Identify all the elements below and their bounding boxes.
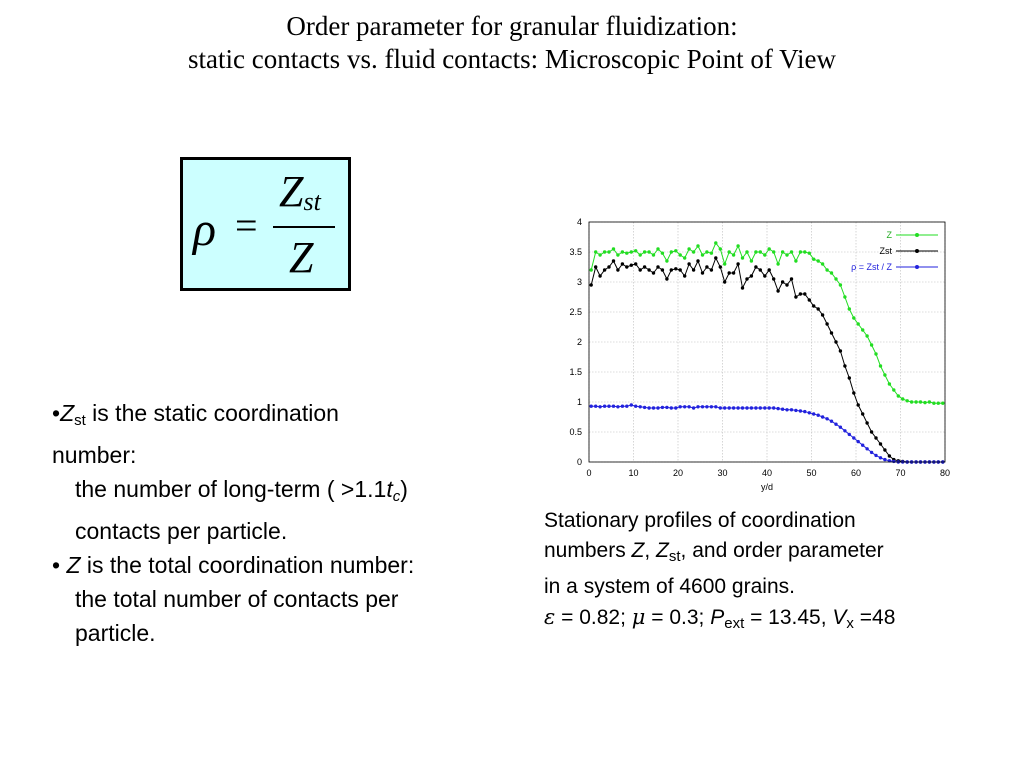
data-point-Z (616, 253, 619, 256)
data-point-rho (661, 406, 664, 409)
data-point-rho (745, 406, 748, 409)
data-point-Zst (741, 286, 744, 289)
data-point-Zst (665, 277, 668, 280)
data-point-Zst (799, 292, 802, 295)
x-tick-label: 80 (939, 468, 951, 478)
data-point-Zst (803, 292, 806, 295)
data-point-Z (590, 268, 593, 271)
data-point-rho (852, 436, 855, 439)
data-point-rho (763, 406, 766, 409)
data-point-Z (741, 256, 744, 259)
caption-z: Z (631, 539, 645, 562)
data-point-Zst (590, 283, 593, 286)
data-point-Z (808, 252, 811, 255)
data-point-Zst (825, 322, 828, 325)
data-point-Z (710, 252, 713, 255)
data-point-rho (687, 405, 690, 408)
data-point-rho (830, 420, 833, 423)
data-point-Zst (768, 268, 771, 271)
legend-label-rho: ρ = Zst / Z (851, 262, 892, 272)
data-point-rho (883, 458, 886, 461)
data-point-rho (736, 406, 739, 409)
x-tick-label: 70 (895, 468, 906, 478)
data-point-Z (879, 364, 882, 367)
data-point-rho (768, 406, 771, 409)
data-point-rho (834, 423, 837, 426)
y-tick-label: 4 (576, 217, 582, 227)
data-point-Zst (857, 403, 860, 406)
tc-symbol: t (386, 476, 393, 502)
bullet-1-long-term-text: the number of long-term ( >1.1 (75, 476, 387, 502)
data-point-Z (857, 322, 860, 325)
data-point-Zst (634, 262, 637, 265)
y-tick-label: 0.5 (569, 427, 582, 437)
data-point-Z (687, 247, 690, 250)
data-point-rho (857, 440, 860, 443)
data-point-Zst (679, 268, 682, 271)
data-point-Zst (776, 289, 779, 292)
data-point-Zst (759, 268, 762, 271)
data-point-Z (772, 250, 775, 253)
caption-line-2 (544, 536, 1014, 572)
caption-zst-subscript: st (668, 548, 681, 565)
data-point-rho (643, 406, 646, 409)
x-tick-label: 0 (586, 468, 592, 478)
caption-order-text: , and order parameter (680, 539, 884, 562)
data-point-Zst (719, 265, 722, 268)
chart-grid (589, 222, 945, 462)
formula-box (180, 157, 351, 291)
data-point-Z (817, 259, 820, 262)
caption-mu-value: = 0.3; (645, 606, 711, 629)
bullet-1-text: is the static coordination (85, 400, 339, 426)
data-point-Z (794, 259, 797, 262)
data-point-rho (710, 405, 713, 408)
caption-numbers-text: numbers (544, 539, 632, 562)
data-point-Z (910, 400, 913, 403)
data-point-Z (830, 271, 833, 274)
data-point-Zst (790, 277, 793, 280)
data-point-Zst (696, 259, 699, 262)
bullet-2-line-2: the total number of contacts per (75, 586, 399, 612)
data-point-Zst (874, 436, 877, 439)
data-point-Zst (687, 262, 690, 265)
data-point-Zst (839, 349, 842, 352)
data-point-Zst (861, 412, 864, 415)
data-point-Z (625, 252, 628, 255)
data-point-Zst (647, 268, 650, 271)
data-point-Zst (639, 268, 642, 271)
data-point-Z (656, 247, 659, 250)
x-tick-label: 10 (628, 468, 639, 478)
tc-subscript: c (392, 488, 401, 505)
x-tick-label: 50 (806, 468, 817, 478)
formula-rho: ρ (193, 203, 217, 256)
data-point-Z (723, 262, 726, 265)
data-point-Zst (732, 271, 735, 274)
data-point-rho (879, 456, 882, 459)
data-point-rho (679, 405, 682, 408)
formula-numerator (279, 166, 321, 217)
data-point-Zst (781, 280, 784, 283)
data-point-rho (701, 405, 704, 408)
y-tick-label: 2 (576, 337, 582, 347)
data-point-Zst (754, 265, 757, 268)
caption-p: P (710, 606, 725, 629)
y-tick-label: 1.5 (569, 367, 582, 377)
data-point-Zst (843, 364, 846, 367)
data-point-rho (598, 405, 601, 408)
data-point-rho (781, 408, 784, 411)
data-point-Z (732, 253, 735, 256)
data-point-Z (790, 250, 793, 253)
data-point-rho (790, 408, 793, 411)
data-point-rho (794, 409, 797, 412)
data-point-rho (665, 406, 668, 409)
zst-symbol: Z (60, 400, 75, 426)
x-tick-label: 20 (672, 468, 684, 478)
data-point-Zst (808, 298, 811, 301)
title-line-2: static contacts vs. fluid contacts: Microscopic Point of View (188, 44, 836, 74)
data-point-Zst (674, 267, 677, 270)
x-tick-label: 40 (761, 468, 773, 478)
data-point-rho (776, 407, 779, 410)
data-point-rho (656, 406, 659, 409)
data-point-rho (874, 454, 877, 457)
data-point-rho (647, 406, 650, 409)
chart-legend (851, 230, 938, 272)
data-point-rho (594, 405, 597, 408)
data-point-rho (723, 406, 726, 409)
data-point-Zst (612, 259, 615, 262)
data-point-Z (594, 250, 597, 253)
data-point-rho (612, 405, 615, 408)
caption-p-value: = 13.45, (744, 606, 833, 629)
x-tick-label: 30 (717, 468, 728, 478)
figure-caption (544, 506, 1014, 639)
y-tick-label: 2.5 (569, 307, 582, 317)
data-point-Zst (643, 265, 646, 268)
data-point-Zst (652, 271, 655, 274)
data-point-Z (728, 250, 731, 253)
bullet-2-line-1 (52, 548, 512, 582)
data-point-Zst (865, 421, 868, 424)
data-point-rho (785, 408, 788, 411)
data-point-Zst (714, 256, 717, 259)
data-point-Z (892, 388, 895, 391)
data-point-Z (683, 256, 686, 259)
data-point-Zst (603, 268, 606, 271)
y-tick-label: 3.5 (569, 247, 582, 257)
data-point-Z (874, 352, 877, 355)
caption-v-subscript: x (846, 615, 854, 632)
data-point-rho (861, 444, 864, 447)
data-point-Z (652, 253, 655, 256)
data-point-rho (607, 405, 610, 408)
data-point-Z (812, 258, 815, 261)
bullet-2-text: is the total coordination number: (80, 552, 415, 578)
data-point-Z (603, 250, 606, 253)
data-point-Zst (750, 274, 753, 277)
formula-denominator: Z (289, 233, 314, 282)
data-point-Z (643, 250, 646, 253)
data-point-Z (714, 241, 717, 244)
data-point-Zst (848, 376, 851, 379)
x-tick-label: 60 (850, 468, 862, 478)
data-point-Z (803, 250, 806, 253)
data-point-Zst (794, 295, 797, 298)
data-point-rho (683, 405, 686, 408)
bullet-2-line-3: particle. (75, 620, 156, 646)
data-point-rho (750, 406, 753, 409)
caption-mu: μ (631, 605, 646, 629)
caption-line-3: in a system of 4600 grains. (544, 575, 795, 598)
data-point-rho (732, 406, 735, 409)
data-point-Z (865, 334, 868, 337)
data-point-rho (843, 429, 846, 432)
data-point-Z (679, 253, 682, 256)
data-point-Z (768, 247, 771, 250)
bullet-marker: • (52, 400, 61, 426)
data-point-Zst (661, 268, 664, 271)
data-point-rho (817, 414, 820, 417)
data-point-Zst (772, 277, 775, 280)
formula-equals: = (235, 203, 258, 248)
data-point-Z (759, 250, 762, 253)
data-point-Z (607, 250, 610, 253)
x-axis-label: y/d (760, 482, 774, 492)
data-point-Z (598, 253, 601, 256)
data-point-Z (870, 343, 873, 346)
data-point-rho (670, 406, 673, 409)
caption-comma: , (644, 539, 657, 562)
data-point-Z (914, 400, 917, 403)
data-point-Zst (763, 274, 766, 277)
coordination-chart (544, 212, 964, 498)
data-point-Z (745, 250, 748, 253)
bullet-1-line-4: contacts per particle. (75, 518, 288, 544)
data-point-Z (750, 259, 753, 262)
data-point-rho (692, 406, 695, 409)
data-point-Z (696, 244, 699, 247)
caption-line-1: Stationary profiles of coordination (544, 509, 856, 532)
data-point-Z (785, 253, 788, 256)
formula-numerator-subscript: st (303, 187, 321, 216)
formula-numerator-symbol: Z (279, 167, 304, 216)
data-point-Z (754, 250, 757, 253)
data-point-Zst (607, 265, 610, 268)
data-point-rho (808, 411, 811, 414)
data-point-Zst (670, 268, 673, 271)
data-point-Zst (812, 304, 815, 307)
data-point-rho (839, 426, 842, 429)
data-point-Z (901, 397, 904, 400)
data-point-rho (759, 406, 762, 409)
data-point-Zst (630, 264, 633, 267)
data-point-Zst (625, 265, 628, 268)
caption-v: V (832, 606, 847, 629)
data-point-Zst (701, 271, 704, 274)
data-point-Z (897, 394, 900, 397)
slide-title (0, 10, 1024, 76)
data-point-Zst (785, 283, 788, 286)
data-point-Zst (621, 262, 624, 265)
data-point-Z (883, 373, 886, 376)
legend-marker-rho (915, 265, 919, 269)
data-point-Z (692, 250, 695, 253)
data-point-rho (892, 460, 895, 463)
data-point-Z (799, 250, 802, 253)
data-point-rho (870, 451, 873, 454)
legend-marker-Zst (915, 249, 919, 253)
zst-subscript: st (74, 412, 86, 429)
chart-axes (569, 217, 950, 492)
data-point-Z (621, 250, 624, 253)
data-point-Zst (821, 313, 824, 316)
data-point-Z (923, 401, 926, 404)
data-point-Zst (834, 340, 837, 343)
caption-p-subscript: ext (724, 615, 745, 632)
data-point-Z (612, 247, 615, 250)
data-point-Z (941, 402, 944, 405)
bullet-1-line-3 (52, 472, 512, 514)
bullet-marker: • (52, 552, 67, 578)
data-point-Zst (883, 448, 886, 451)
data-point-Z (670, 250, 673, 253)
data-point-rho (705, 405, 708, 408)
data-point-Z (852, 316, 855, 319)
data-point-Z (776, 262, 779, 265)
data-point-Zst (692, 268, 695, 271)
data-point-rho (696, 405, 699, 408)
data-point-Z (634, 249, 637, 252)
data-point-rho (590, 405, 593, 408)
data-point-Z (906, 399, 909, 402)
data-point-Z (781, 250, 784, 253)
data-point-Zst (616, 268, 619, 271)
data-point-Z (665, 259, 668, 262)
data-point-Zst (683, 274, 686, 277)
data-point-Z (928, 400, 931, 403)
legend-marker-Z (915, 233, 919, 237)
data-point-Zst (728, 271, 731, 274)
data-point-rho (728, 406, 731, 409)
data-point-rho (812, 412, 815, 415)
data-point-Z (705, 250, 708, 253)
caption-v-value: =48 (853, 606, 896, 629)
data-point-rho (821, 415, 824, 418)
data-point-rho (848, 433, 851, 436)
data-point-rho (639, 405, 642, 408)
data-point-rho (674, 406, 677, 409)
y-tick-label: 1 (576, 397, 582, 407)
data-point-Z (701, 253, 704, 256)
data-point-Zst (656, 265, 659, 268)
data-point-Zst (888, 454, 891, 457)
data-point-rho (799, 409, 802, 412)
data-point-Z (937, 402, 940, 405)
data-point-Zst (594, 265, 597, 268)
bullet-1-close-paren: ) (400, 476, 408, 502)
data-point-rho (616, 405, 619, 408)
data-point-Zst (705, 265, 708, 268)
data-point-Zst (598, 274, 601, 277)
data-point-rho (741, 406, 744, 409)
data-point-rho (714, 405, 717, 408)
caption-line-4 (544, 602, 1014, 639)
data-point-Zst (830, 331, 833, 334)
data-point-rho (719, 406, 722, 409)
data-point-Zst (817, 307, 820, 310)
data-point-Zst (710, 268, 713, 271)
data-point-rho (754, 406, 757, 409)
legend-label-Zst: Zst (879, 246, 892, 256)
definition-bullets (52, 396, 512, 650)
data-point-Z (861, 328, 864, 331)
data-point-Zst (879, 442, 882, 445)
data-point-Z (825, 268, 828, 271)
data-point-Z (661, 252, 664, 255)
data-point-Z (932, 402, 935, 405)
data-point-Z (639, 253, 642, 256)
data-point-Z (674, 249, 677, 252)
data-point-rho (603, 405, 606, 408)
data-point-rho (803, 410, 806, 413)
data-point-rho (825, 417, 828, 420)
data-point-rho (652, 406, 655, 409)
data-point-rho (865, 447, 868, 450)
data-point-Zst (745, 277, 748, 280)
data-point-rho (630, 403, 633, 406)
data-point-Z (848, 307, 851, 310)
data-point-Z (736, 244, 739, 247)
data-point-rho (625, 405, 628, 408)
data-point-Z (843, 295, 846, 298)
bullet-1-line-1 (52, 396, 512, 438)
data-point-Z (888, 382, 891, 385)
caption-epsilon: ε (544, 605, 556, 629)
data-point-rho (634, 405, 637, 408)
caption-zst: Z (656, 539, 669, 562)
y-tick-label: 3 (576, 277, 582, 287)
data-point-Z (719, 247, 722, 250)
data-point-Z (763, 253, 766, 256)
caption-epsilon-value: = 0.82; (555, 606, 632, 629)
data-point-rho (772, 406, 775, 409)
data-point-Z (821, 262, 824, 265)
data-point-Z (647, 250, 650, 253)
title-line-1: Order parameter for granular fluidization: (286, 11, 738, 41)
y-tick-label: 0 (576, 457, 582, 467)
data-point-Z (919, 400, 922, 403)
data-point-Zst (736, 262, 739, 265)
legend-label-Z: Z (886, 230, 892, 240)
bullet-1-line-2: number: (52, 442, 137, 468)
fraction-bar (273, 226, 335, 228)
data-point-Z (834, 277, 837, 280)
data-point-Z (839, 283, 842, 286)
data-point-Zst (852, 391, 855, 394)
data-point-Zst (870, 430, 873, 433)
data-point-Z (630, 250, 633, 253)
z-symbol: Z (66, 552, 81, 578)
data-point-Zst (723, 280, 726, 283)
data-point-rho (621, 405, 624, 408)
